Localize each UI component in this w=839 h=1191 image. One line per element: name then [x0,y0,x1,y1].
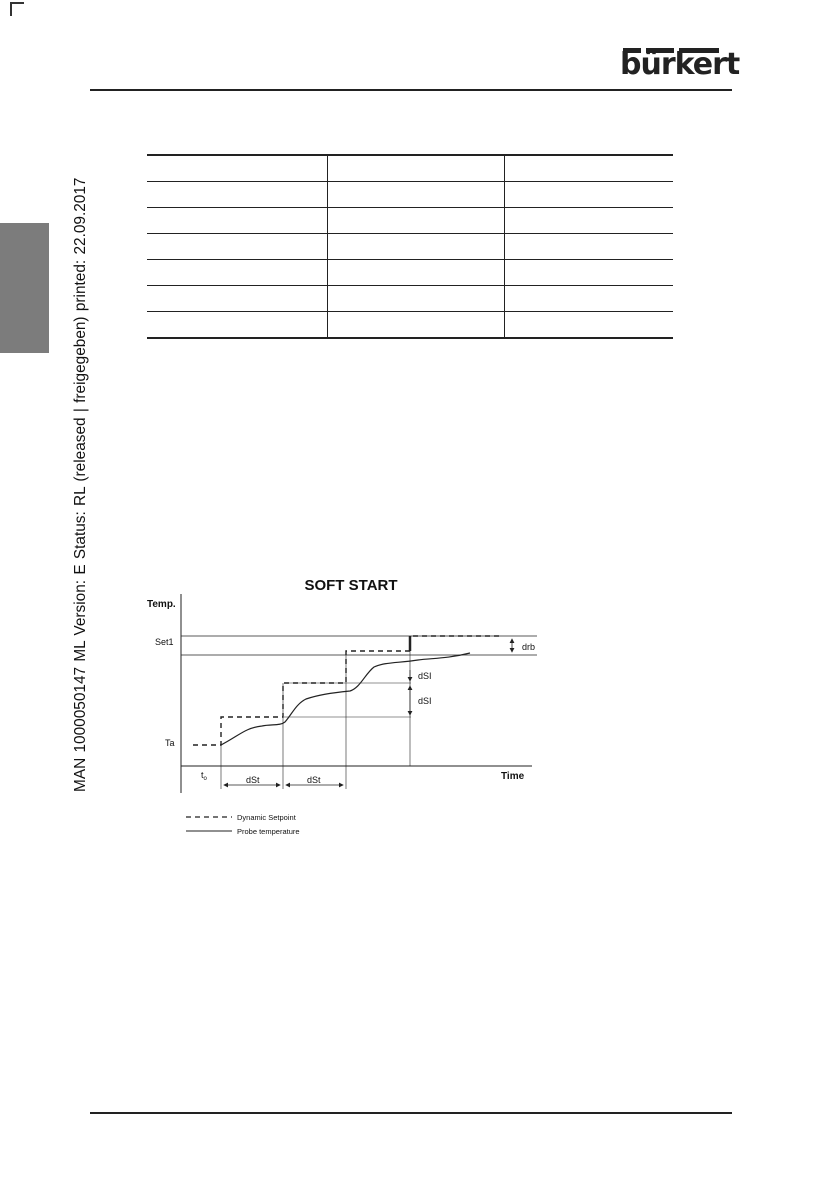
table-row [147,208,673,234]
y-axis-label: Temp. [147,599,176,610]
table-row [147,286,673,312]
drb-label: drb [522,642,536,652]
table-row [147,155,673,182]
diagram-title: SOFT START [304,577,398,594]
table-row [147,182,673,208]
header-rule [90,89,732,91]
burkert-logo [620,47,740,84]
set1-label: Set1 [155,637,174,647]
x-axis-label: Time [501,771,525,782]
chapter-tab [0,223,49,353]
dsi-label-2: dSI [418,696,432,706]
crop-mark [10,2,24,16]
logo-text: bürkert [620,47,740,82]
dynamic-setpoint-final [410,636,500,651]
table-row [147,312,673,339]
footer-rule [90,1112,732,1114]
legend-probe-temperature: Probe temperature [237,827,300,836]
table-row [147,234,673,260]
dst-label-2: dSt [307,775,321,785]
legend-dynamic-setpoint: Dynamic Setpoint [237,813,296,822]
dsi-label-1: dSI [418,671,432,681]
dst-label-1: dSt [246,775,260,785]
table-row [147,260,673,286]
document-status-label: MAN 1000050147 ML Version: E Status: RL (released | freigegeben) printed: 22.09.2017 [72,177,89,792]
soft-start-diagram [130,570,550,850]
ta-label: Ta [165,738,175,748]
probe-temperature-curve [221,653,470,745]
empty-table [147,154,673,339]
t0-label: $t_o$ [201,770,207,782]
